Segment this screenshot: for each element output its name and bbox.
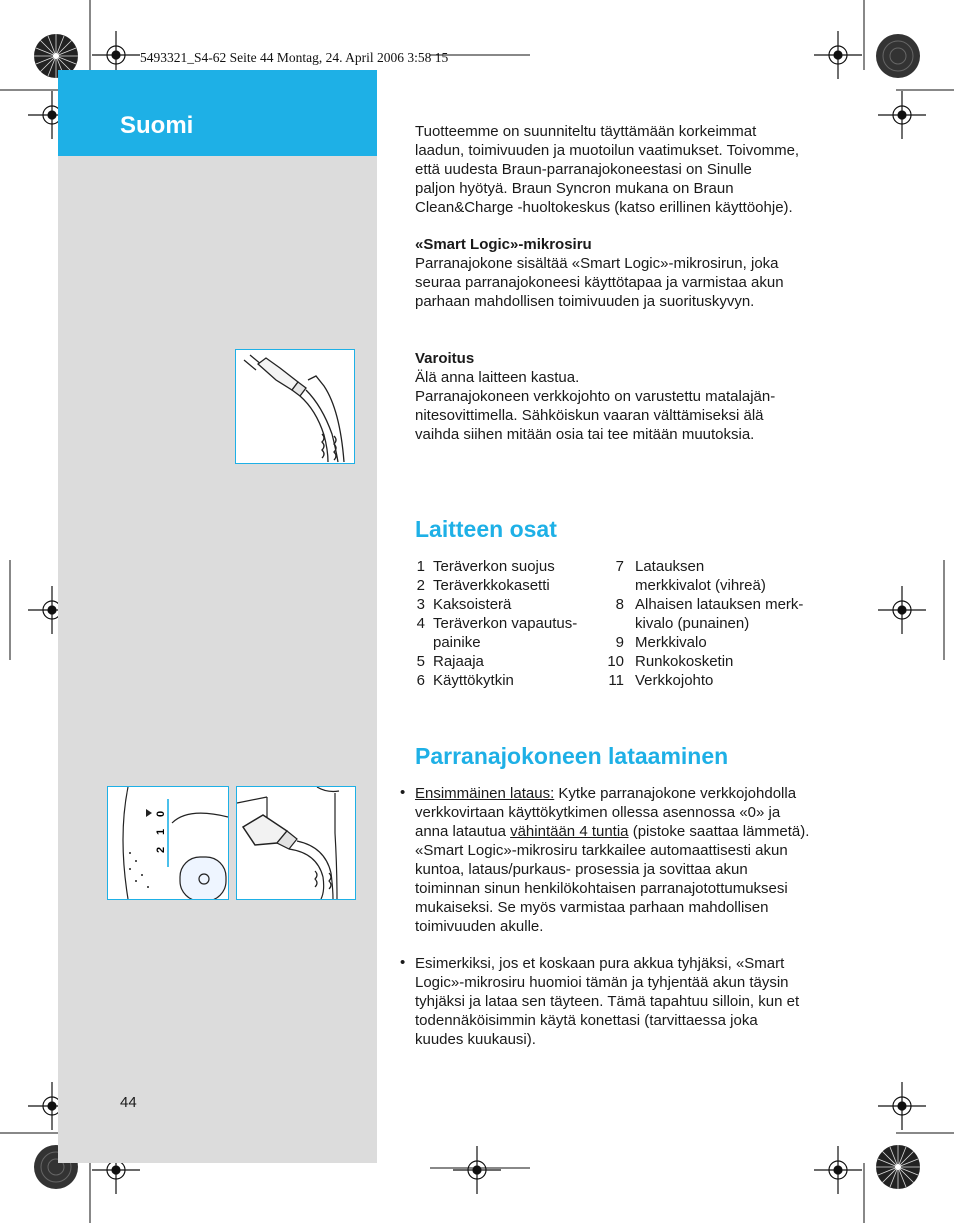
language-title: Suomi: [120, 112, 194, 139]
list-item: kivalo (punainen): [635, 615, 750, 632]
warning-line: Parranajokoneen verkkojohto on varustettu matalajän-: [415, 388, 776, 405]
list-item: 4 Teräverkon vapautus-: [416, 615, 578, 632]
list-item: merkkivalot (vihreä): [635, 577, 766, 594]
charging-bullet-1: Ensimmäinen lataus: Kytke parranajokone verkkojohdolla verkkovirtaan käyttökytkimen ollessa asennossa «0» ja anna latautua vähintään 4 tuntia (pistoke saattaa lämmetä). «Smart Logic»-mikrosiru tarkkailee automaattisesti akun kuntoa, lataus/purkaus- prosessia ja sovittaa akun toiminnan sinun henkilökohtaisen parranajotottumuksesi mukaiseksi. Se myös varmistaa parhaan mahdollisen toimivuuden akulle.: [415, 785, 810, 935]
first-charge-label: Ensimmäinen lataus:: [415, 785, 555, 802]
list-item: 8 Alhaisen latauksen merk-: [615, 596, 804, 613]
illustration-plug-cord: [235, 349, 355, 464]
intro-line: että uudesta Braun-parranajokoneestasi on Sinulle: [415, 161, 752, 178]
intro-line: laadun, toimivuuden ja muotoilun vaatimukset. Toivomme,: [415, 142, 800, 159]
smart-logic-line: Parranajokone sisältää «Smart Logic»-mikrosirun, joka: [415, 255, 779, 272]
bullet-marker: •: [400, 954, 406, 971]
warning-section: [415, 349, 840, 444]
intro-line: Clean&Charge -huoltokeskus (katso erillinen käyttöohje).: [415, 199, 793, 216]
list-item: 5 Rajaaja: [416, 653, 484, 670]
switch-label-2: 2: [155, 846, 167, 853]
plug-cord-icon: [236, 350, 354, 463]
list-item: 2 Teräverkkokasetti: [416, 577, 550, 594]
min-charge-time: vähintään 4 tuntia: [510, 823, 629, 840]
warning-line: Älä anna laitteen kastua.: [415, 369, 580, 386]
intro-line: paljon hyötyä. Braun Syncron mukana on Braun: [415, 180, 734, 197]
intro-paragraph: [415, 122, 840, 217]
illustration-shaver-switch: [107, 786, 229, 900]
list-item: 11 Verkkojohto: [608, 672, 714, 689]
list-item: 9 Merkkivalo: [615, 634, 707, 651]
charging-plug-icon: [237, 787, 355, 899]
list-item: 6 Käyttökytkin: [416, 672, 514, 689]
parts-heading: Laitteen osat: [415, 516, 557, 542]
print-header: 5493321_S4-62 Seite 44 Montag, 24. April 2006 3:58 15: [140, 50, 449, 65]
intro-line: Tuotteemme on suunniteltu täyttämään korkeimmat: [415, 123, 757, 140]
warning-line: nitesovittimella. Sähköiskun vaaran välttämiseksi älä: [415, 407, 764, 424]
sidebar-column: [58, 70, 377, 1163]
smart-logic-section: [415, 235, 840, 311]
list-item: 1 Teräverkon suojus: [416, 558, 555, 575]
list-item: 7 Latauksen: [615, 558, 705, 575]
switch-label-1: 1: [155, 828, 167, 835]
smart-logic-title: «Smart Logic»-mikrosiru: [415, 236, 592, 253]
warning-title: Varoitus: [415, 350, 475, 367]
illustration-charging: [236, 786, 356, 900]
charging-heading: Parranajokoneen lataaminen: [415, 743, 729, 769]
smart-logic-line: parhaan mahdollisen toimivuuden ja suorituskyvyn.: [415, 293, 755, 310]
smart-logic-line: seuraa parranajokoneesi käyttötapaa ja varmistaa akun: [415, 274, 784, 291]
shaver-switch-icon: [108, 787, 228, 899]
bullet-marker: •: [400, 784, 406, 801]
switch-label-0: 0: [155, 810, 167, 817]
page-number: 44: [120, 1094, 137, 1111]
list-item: 3 Kaksoisterä: [416, 596, 512, 613]
charging-bullet-2: Esimerkiksi, jos et koskaan pura akkua tyhjäksi, «Smart Logic»-mikrosiru huomioi tämän ja tyhjentää akun täysin tyhjäksi ja lataa sen täyteen. Tämä tapahtuu silloin, kun et todennäköisimmin käytä konettasi (tarvittaessa joka kuudes kuukausi).: [415, 955, 800, 1048]
warning-line: vaihda siihen mitään osia tai tee mitään muutoksia.: [415, 426, 755, 443]
list-item: painike: [433, 634, 481, 651]
language-band: [58, 70, 377, 156]
list-item: 10 Runkokosketin: [607, 653, 734, 670]
